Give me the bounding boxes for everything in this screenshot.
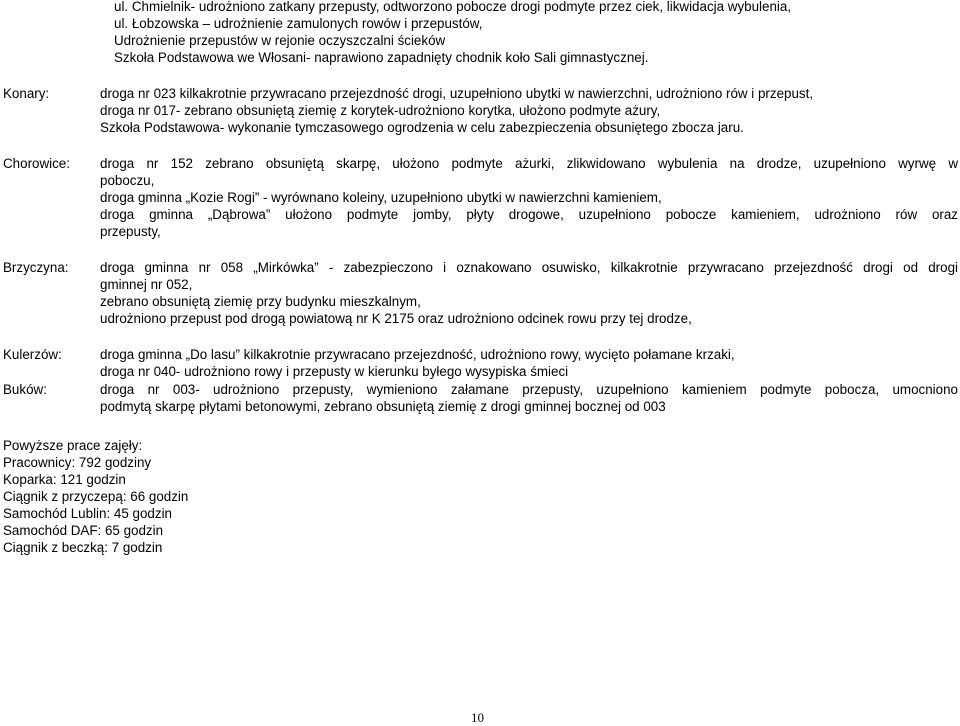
summary-item: Koparka: 121 godzin	[3, 472, 126, 487]
summary-item: Ciągnik z przyczepą: 66 godzin	[3, 489, 189, 504]
summary-item: Samochód Lublin: 45 godzin	[3, 506, 172, 521]
chorowice-line: przepusty,	[100, 224, 161, 239]
chorowice-line: poboczu,	[100, 173, 155, 188]
chorowice-line: droga gminna „Dąbrowa” ułożono podmyte jomby, płyty drogowe, uzupełniono pobocze kamieniem, udrożniono rów oraz	[100, 207, 958, 222]
summary-item: Pracownicy: 792 godziny	[3, 455, 152, 470]
section-label-konary: Konary:	[3, 86, 50, 101]
section-label-kulerzow: Kulerzów:	[3, 347, 62, 362]
brzyczyna-line: gminnej nr 052,	[100, 277, 193, 292]
intro-line: Szkoła Podstawowa we Włosani- naprawiono zapadnięty chodnik koło Sali gimnastycznej.	[114, 50, 649, 65]
summary-item: Samochód DAF: 65 godzin	[3, 523, 164, 538]
section-label-bukow: Buków:	[3, 382, 47, 397]
bukow-line: droga nr 003- udrożniono przepusty, wymieniono załamane przepusty, uzupełniono kamieniem podmyte pobocza, umocniono	[100, 382, 958, 397]
section-label-brzyczyna: Brzyczyna:	[3, 260, 69, 275]
kulerzow-line: droga nr 040- udrożniono rowy i przepusty w kierunku byłego wysypiska śmieci	[100, 364, 569, 379]
page-number: 10	[471, 710, 484, 725]
konary-line: droga nr 023 kilkakrotnie przywracano przejezdność drogi, uzupełniono ubytki w nawierzchni, udrożniono rów i przepust,	[100, 86, 814, 101]
chorowice-line: droga nr 152 zebrano obsuniętą skarpę, ułożono podmyte ażurki, zlikwidowano wybulenia na drodze, uzupełniono wyrwę w	[100, 156, 958, 171]
intro-line: Udrożnienie przepustów w rejonie oczyszczalni ścieków	[114, 33, 446, 48]
intro-line: ul. Chmielnik- udrożniono zatkany przepusty, odtworzono pobocze drogi podmyte przez ciek, likwidacja wybulenia,	[114, 0, 792, 14]
brzyczyna-line: droga gminna nr 058 „Mirkówka” - zabezpieczono i oznakowano osuwisko, kilkakrotnie przywracano przejezdność drogi od drogi	[100, 260, 958, 275]
summary-heading: Powyższe prace zajęły:	[3, 438, 143, 453]
konary-line: droga nr 017- zebrano obsuniętą ziemię z korytek-udrożniono korytka, ułożono podmyte ażury,	[100, 103, 661, 118]
summary-item: Ciągnik z beczką: 7 godzin	[3, 540, 163, 555]
brzyczyna-line: udrożniono przepust pod drogą powiatową nr K 2175 oraz udrożniono odcinek rowu przy tej drodze,	[100, 311, 692, 326]
intro-line: ul. Łobzowska – udrożnienie zamulonych rowów i przepustów,	[114, 16, 483, 31]
section-label-chorowice: Chorowice:	[3, 156, 70, 171]
bukow-line: podmytą skarpę płytami betonowymi, zebrano obsuniętą ziemię z drogi gminnej bocznej od 003	[100, 399, 666, 414]
chorowice-line: droga gminna „Kozie Rogi” - wyrównano koleiny, uzupełniono ubytki w nawierzchni kamieniem,	[100, 190, 662, 205]
kulerzow-line: droga gminna „Do lasu” kilkakrotnie przywracano przejezdność, udrożniono rowy, wycięto połamane krzaki,	[100, 347, 735, 362]
konary-line: Szkoła Podstawowa- wykonanie tymczasowego ogrodzenia w celu zabezpieczenia obsuniętego zbocza jaru.	[100, 120, 744, 135]
brzyczyna-line: zebrano obsuniętą ziemię przy budynku mieszkalnym,	[100, 294, 421, 309]
